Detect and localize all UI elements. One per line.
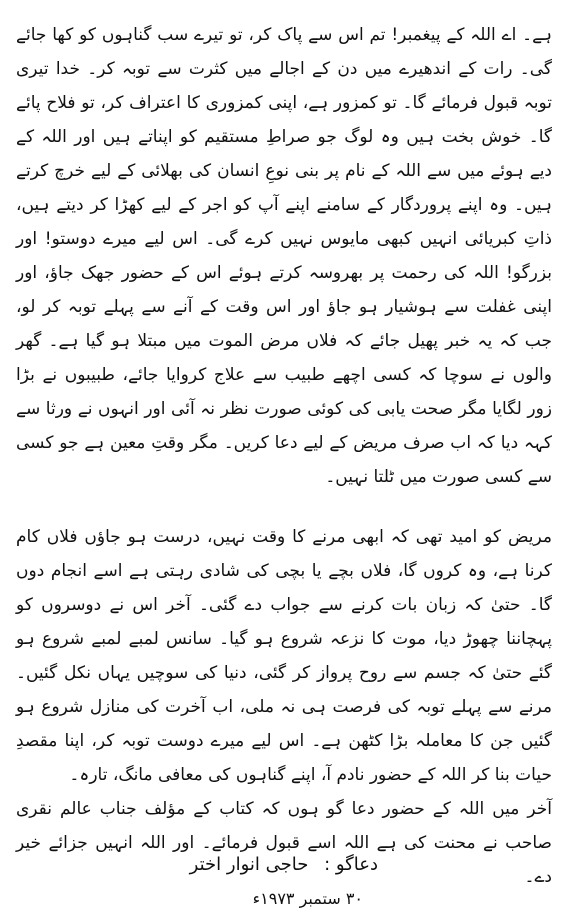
paragraph-1: ہے۔ اے اللہ کے پیغمبر! تم اس سے پاک کر، تو تیرے سب گناہوں کو کھا جائے گی۔ رات کے اندھیرے میں دن کے اجالے میں کثرت سے توبہ کر۔ خدا تیری توبہ قبول فرمائے گا۔ تو کمزور ہے، اپنی کمزوری کا اعتراف کر، تو فلاح پائے گا۔ خوش بخت ہیں وہ لوگ جو صراطِ مستقیم کو اپناتے ہیں اور اللہ کے دیے ہوئے میں سے اللہ کے نام پر بنی نوعِ انسان کی بھلائی کے لیے خرچ کرتے ہیں۔ وہ اپنے پروردگار کے سامنے اپنے آپ کو اجر کے لیے کھڑا کر دیتے ہیں، ذاتِ کبریائی انہیں کبھی مایوس نہیں کرے گی۔ اس لیے میرے دوستو! اور بزرگو! اللہ کی رحمت پر بھروسہ کرتے ہوئے اس کے حضور جھک جاؤ، اور اپنی غفلت سے ہوشیار ہو جاؤ اور اس وقت کے آنے سے پہلے توبہ کر لو، جب کہ یہ خبر پھیل جائے کہ فلاں مرض الموت میں مبتلا ہو گیا ہے۔ گھر والوں نے سوچا کہ کسی اچھے طبیب سے علاج کروایا جائے، طبیبوں نے بڑا زور لگایا مگر صحت یابی کی کوئی صورت نظر نہ آئی اور انہوں نے ورثا سے کہہ دیا کہ اب صرف مریض کے لیے دعا کریں۔ مگر وقتِ معین ہے جو کسی سے کسی صورت میں ٹلتا نہیں۔ bbox=[16, 25, 552, 487]
signature-name: حاجی انوار اختر bbox=[189, 854, 309, 875]
signature-line bbox=[190, 850, 378, 880]
signature-label: دعاگو : bbox=[324, 854, 378, 875]
paragraph-2: مریض کو امید تھی کہ ابھی مرنے کا وقت نہیں، درست ہو جاؤں فلاں کام کرنا ہے، وہ کروں گا، فلاں بچے یا بچی کی شادی رہتی ہے اسے انجام دوں گا۔ حتیٰ کہ زبان بات کرنے سے جواب دے گئی۔ آخر اس نے دوسروں کو پہچاننا چھوڑ دیا، موت کا نزعہ شروع ہو گیا۔ سانس لمبے لمبے شروع ہو گئے حتیٰ کہ جسم سے روح پرواز کر گئی، دنیا کی سوچیں یہاں نکل گئیں۔ مرنے سے پہلے توبہ کی فرصت ہی نہ ملی، اب آخرت کی منازل شروع ہو گئیں جن کا معاملہ بڑا کٹھن ہے۔ اس لیے میرے دوست توبہ کر، اپنا مقصدِ حیات بنا کر اللہ کے حضور نادم آ، اپنے گناہوں کی معافی مانگ، تارہ۔ bbox=[16, 527, 552, 785]
paragraph-3: آخر میں اللہ کے حضور دعا گو ہوں کہ کتاب کے مؤلف جناب عالم نقری صاحب نے محنت کی ہے اللہ اسے قبول فرمائے۔ اور اللہ انہیں جزائے خیر دے۔ bbox=[16, 799, 552, 887]
date-text: ۳۰ ستمبر ۱۹۷۳ء bbox=[252, 889, 363, 908]
